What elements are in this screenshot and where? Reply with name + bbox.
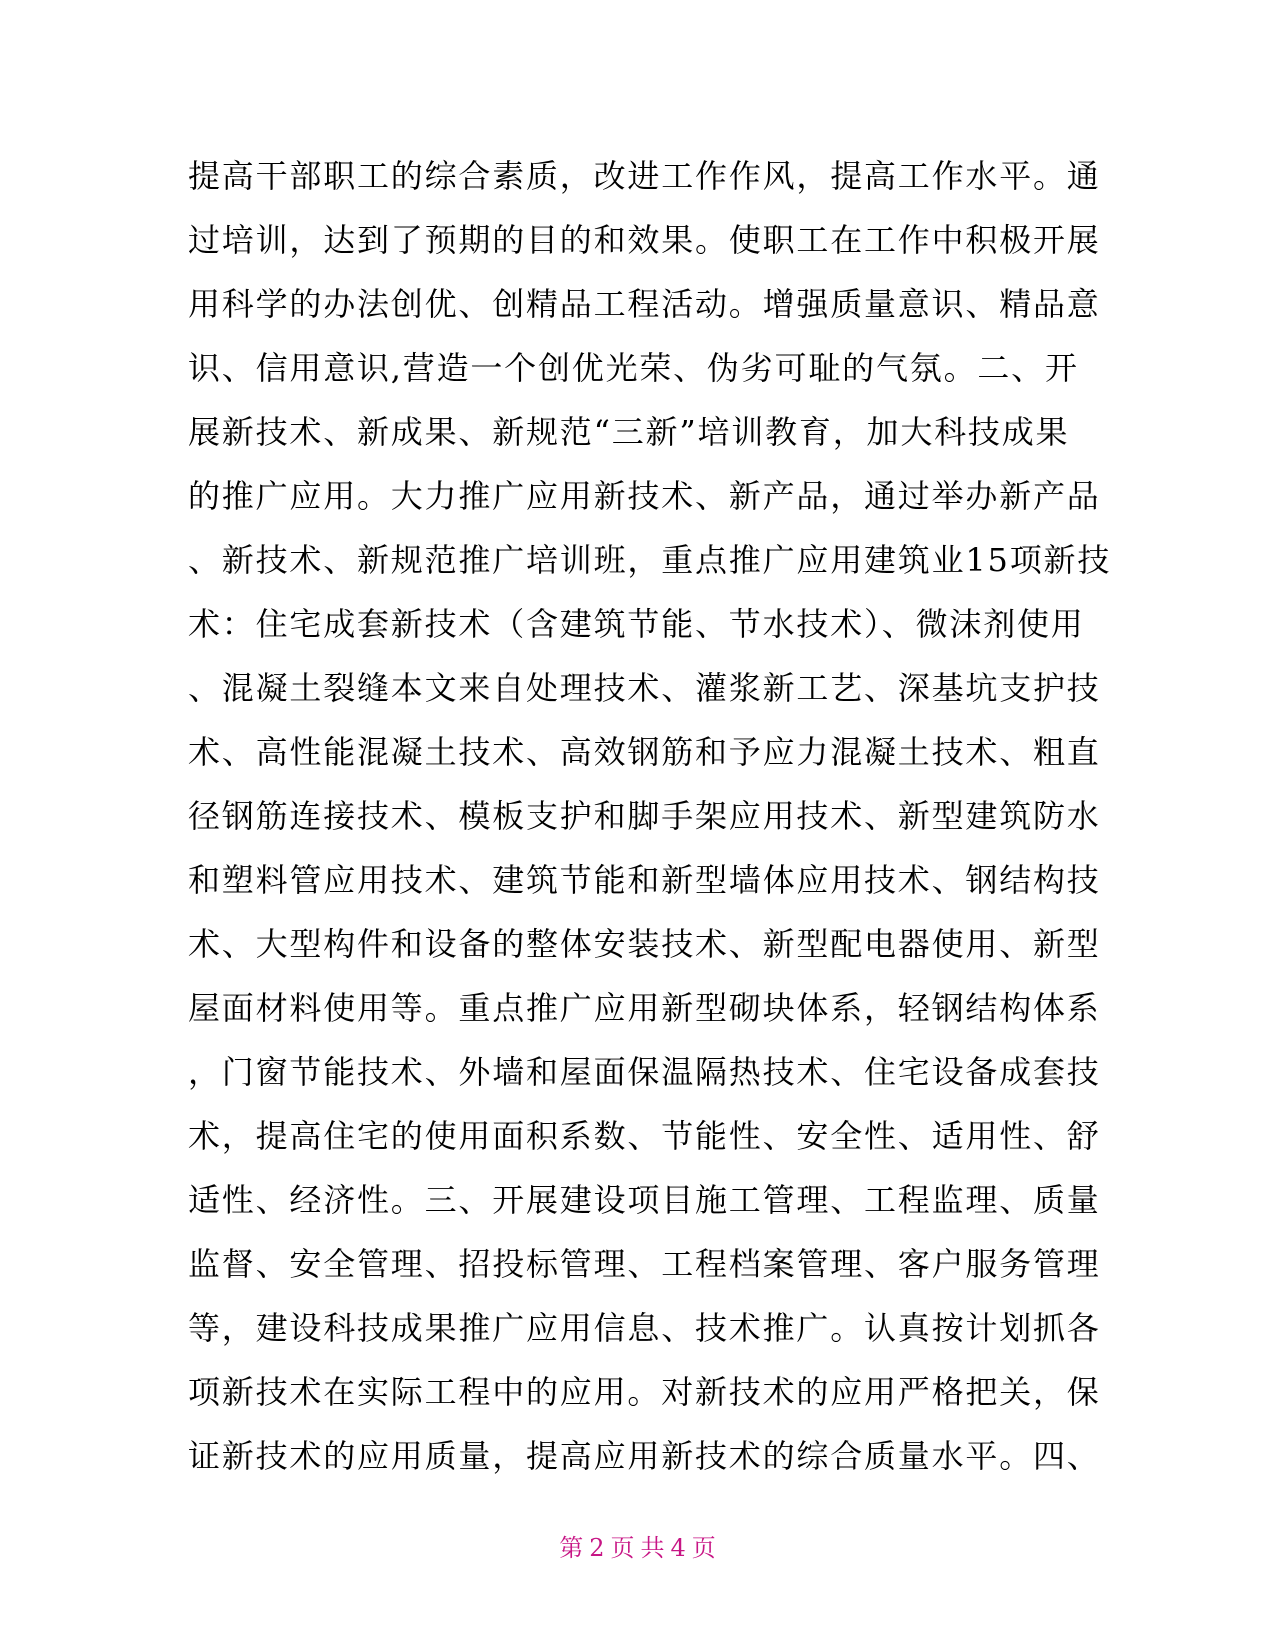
text-line: 过培训，达到了预期的目的和效果。使职工在工作中积极开展 [188, 221, 1101, 259]
text-line: 、混凝土裂缝本文来自处理技术、灌浆新工艺、深基坑支护技 [188, 669, 1101, 707]
text-line: 等，建设科技成果推广应用信息、技术推广。认真按计划抓各 [188, 1309, 1101, 1347]
text-line: 术，提高住宅的使用面积系数、节能性、安全性、适用性、舒 [188, 1117, 1101, 1155]
text-line: 术：住宅成套新技术（含建筑节能、节水技术）、微沫剂使用 [188, 605, 1085, 643]
text-line: 用科学的办法创优、创精品工程活动。增强质量意识、精品意 [188, 285, 1101, 323]
footer-current-page: 2 [589, 1534, 605, 1562]
text-line: 项新技术在实际工程中的应用。对新技术的应用严格把关，保 [188, 1373, 1101, 1411]
footer-prefix: 第 [559, 1534, 584, 1562]
footer-page-unit: 页 [610, 1534, 635, 1562]
footer-total-pages: 4 [670, 1534, 686, 1562]
text-line: 提高干部职工的综合素质，改进工作作风，提高工作水平。通 [188, 157, 1101, 195]
text-line: 识、信用意识,营造一个创优光荣、伪劣可耻的气氛。二、开 [188, 349, 1079, 387]
body-text [188, 144, 1112, 1488]
text-line: ，门窗节能技术、外墙和屋面保温隔热技术、住宅设备成套技 [188, 1053, 1101, 1091]
text-line: 监督、安全管理、招投标管理、工程档案管理、客户服务管理 [188, 1245, 1101, 1283]
footer-total-prefix: 共 [640, 1534, 665, 1562]
text-line: 径钢筋连接技术、模板支护和脚手架应用技术、新型建筑防水 [188, 797, 1101, 835]
page-footer [0, 1532, 1275, 1564]
text-line: 展新技术、新成果、新规范“三新”培训教育，加大科技成果 [188, 413, 1070, 451]
footer-total-unit: 页 [691, 1534, 716, 1562]
text-line: 术、高性能混凝土技术、高效钢筋和予应力混凝土技术、粗直 [188, 733, 1101, 771]
text-line: 、新技术、新规范推广培训班，重点推广应用建筑业15项新技 [188, 541, 1112, 579]
text-line: 的推广应用。大力推广应用新技术、新产品，通过举办新产品 [188, 477, 1101, 515]
text-line: 适性、经济性。三、开展建设项目施工管理、工程监理、质量 [188, 1181, 1101, 1219]
text-line: 和塑料管应用技术、建筑节能和新型墙体应用技术、钢结构技 [188, 861, 1101, 899]
text-line: 证新技术的应用质量，提高应用新技术的综合质量水平。四、 [188, 1437, 1101, 1475]
text-line: 屋面材料使用等。重点推广应用新型砌块体系，轻钢结构体系 [188, 989, 1101, 1027]
text-line: 术、大型构件和设备的整体安装技术、新型配电器使用、新型 [188, 925, 1101, 963]
